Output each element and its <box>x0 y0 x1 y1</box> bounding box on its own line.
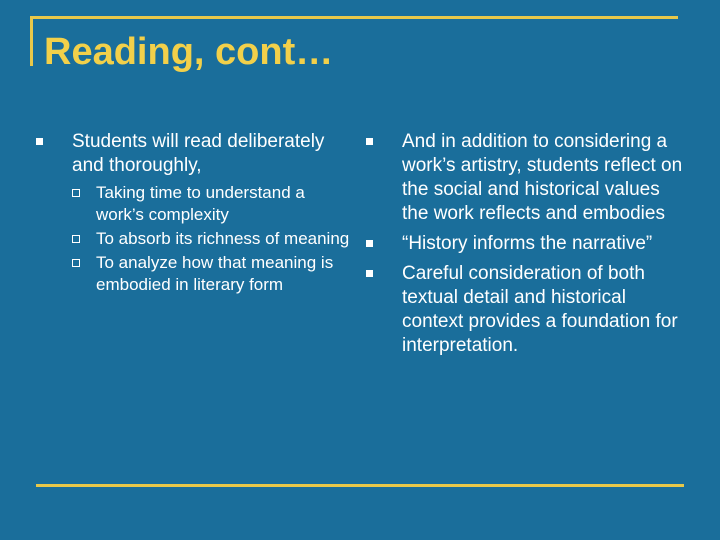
slide-title: Reading, cont… <box>44 31 334 73</box>
square-bullet-icon <box>36 138 43 145</box>
title-frame-top-line <box>30 16 678 19</box>
square-bullet-icon <box>366 270 373 277</box>
bullet-item <box>366 130 686 226</box>
right-bullet-list <box>366 130 686 358</box>
bullet-text: Careful consideration of both textual detail and historical context provides a foundation for interpretation. <box>402 263 678 356</box>
right-column <box>366 130 686 364</box>
title-frame-left-line <box>30 16 33 66</box>
bullet-text: Students will read deliberately and thoroughly, <box>72 131 325 176</box>
hollow-square-bullet-icon <box>72 235 80 243</box>
sub-bullet-item <box>72 182 356 226</box>
hollow-square-bullet-icon <box>72 259 80 267</box>
sub-bullet-text: To absorb its richness of meaning <box>96 229 350 248</box>
bullet-item <box>36 130 356 296</box>
sub-bullet-text: Taking time to understand a work’s complexity <box>96 183 305 224</box>
bottom-divider-line <box>36 484 684 487</box>
left-column <box>36 130 356 302</box>
sub-bullet-item <box>72 228 356 250</box>
bullet-item <box>366 232 686 256</box>
square-bullet-icon <box>366 138 373 145</box>
left-bullet-list <box>36 130 356 296</box>
hollow-square-bullet-icon <box>72 189 80 197</box>
sub-bullet-list <box>72 182 356 296</box>
bullet-text: “History informs the narrative” <box>402 233 653 254</box>
bullet-item <box>366 262 686 358</box>
sub-bullet-text: To analyze how that meaning is embodied in literary form <box>96 253 334 294</box>
bullet-text: And in addition to considering a work’s artistry, students reflect on the social and historical values the work reflects and embodies <box>402 131 683 224</box>
square-bullet-icon <box>366 240 373 247</box>
sub-bullet-item <box>72 252 356 296</box>
